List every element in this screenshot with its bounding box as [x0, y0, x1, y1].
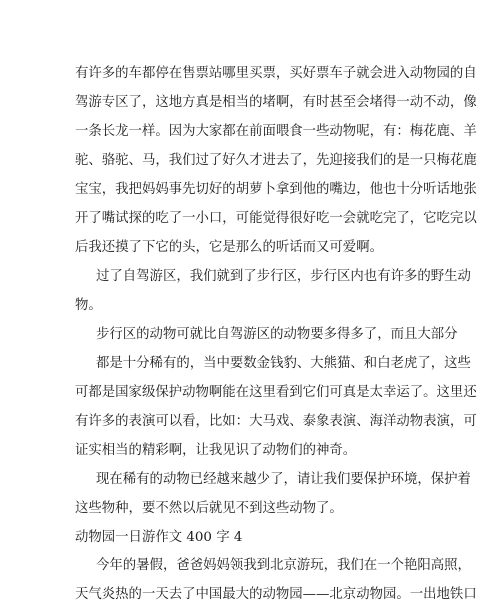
- text-line: 有许多的表演可以看，比如：大马戏、泰象表演、海洋动物表演，可: [75, 414, 477, 429]
- text-line: 这些物种，要不然以后就见不到这些动物了。: [75, 501, 343, 516]
- text-line: 证实相当的精彩啊，让我见识了动物们的神奇。: [75, 443, 357, 458]
- text-line: 一条长龙一样。因为大家都在前面喂食一些动物呢，有：梅花鹿、羊: [75, 124, 477, 139]
- text-line: 开了嘴试探的吃了一小口，可能觉得很好吃一会就吃完了，它吃完以: [75, 211, 477, 226]
- text-line: 后我还摸了下它的头，它是那么的听话而又可爱啊。: [75, 240, 383, 255]
- text-line: 物。: [75, 298, 102, 313]
- text-line: 宝宝，我把妈妈事先切好的胡萝卜拿到他的嘴边，他也十分听话地张: [75, 182, 477, 197]
- text-line: 今年的暑假，爸爸妈妈领我到北京游玩，我们在一个艳阳高照，: [96, 558, 471, 573]
- text-line: 步行区的动物可就比自驾游区的动物要多得多了，而且大部分: [96, 327, 458, 342]
- section-heading: 动物园一日游作文 400 字 4: [75, 530, 243, 545]
- text-line: 驼、骆驼、马，我们过了好久才进去了，先迎接我们的是一只梅花鹿: [75, 153, 477, 168]
- text-line: 天气炎热的一天去了中国最大的动物园——北京动物园。一出地铁口: [75, 587, 477, 602]
- text-line: 有许多的车都停在售票站哪里买票，买好票车子就会进入动物园的自: [75, 66, 477, 81]
- text-line: 过了自驾游区，我们就到了步行区，步行区内也有许多的野生动: [96, 269, 471, 284]
- text-line: 现在稀有的动物已经越来越少了，请让我们要保护环境，保护着: [96, 472, 471, 487]
- text-line: 驾游专区了，这地方真是相当的堵啊，有时甚至会堵得一动不动，像: [75, 95, 477, 110]
- text-line: 可都是国家级保护动物啊能在这里看到它们可真是太幸运了。这里还: [75, 385, 477, 400]
- text-line: 都是十分稀有的，当中要数金钱豹、大熊猫、和白老虎了，这些: [96, 356, 471, 371]
